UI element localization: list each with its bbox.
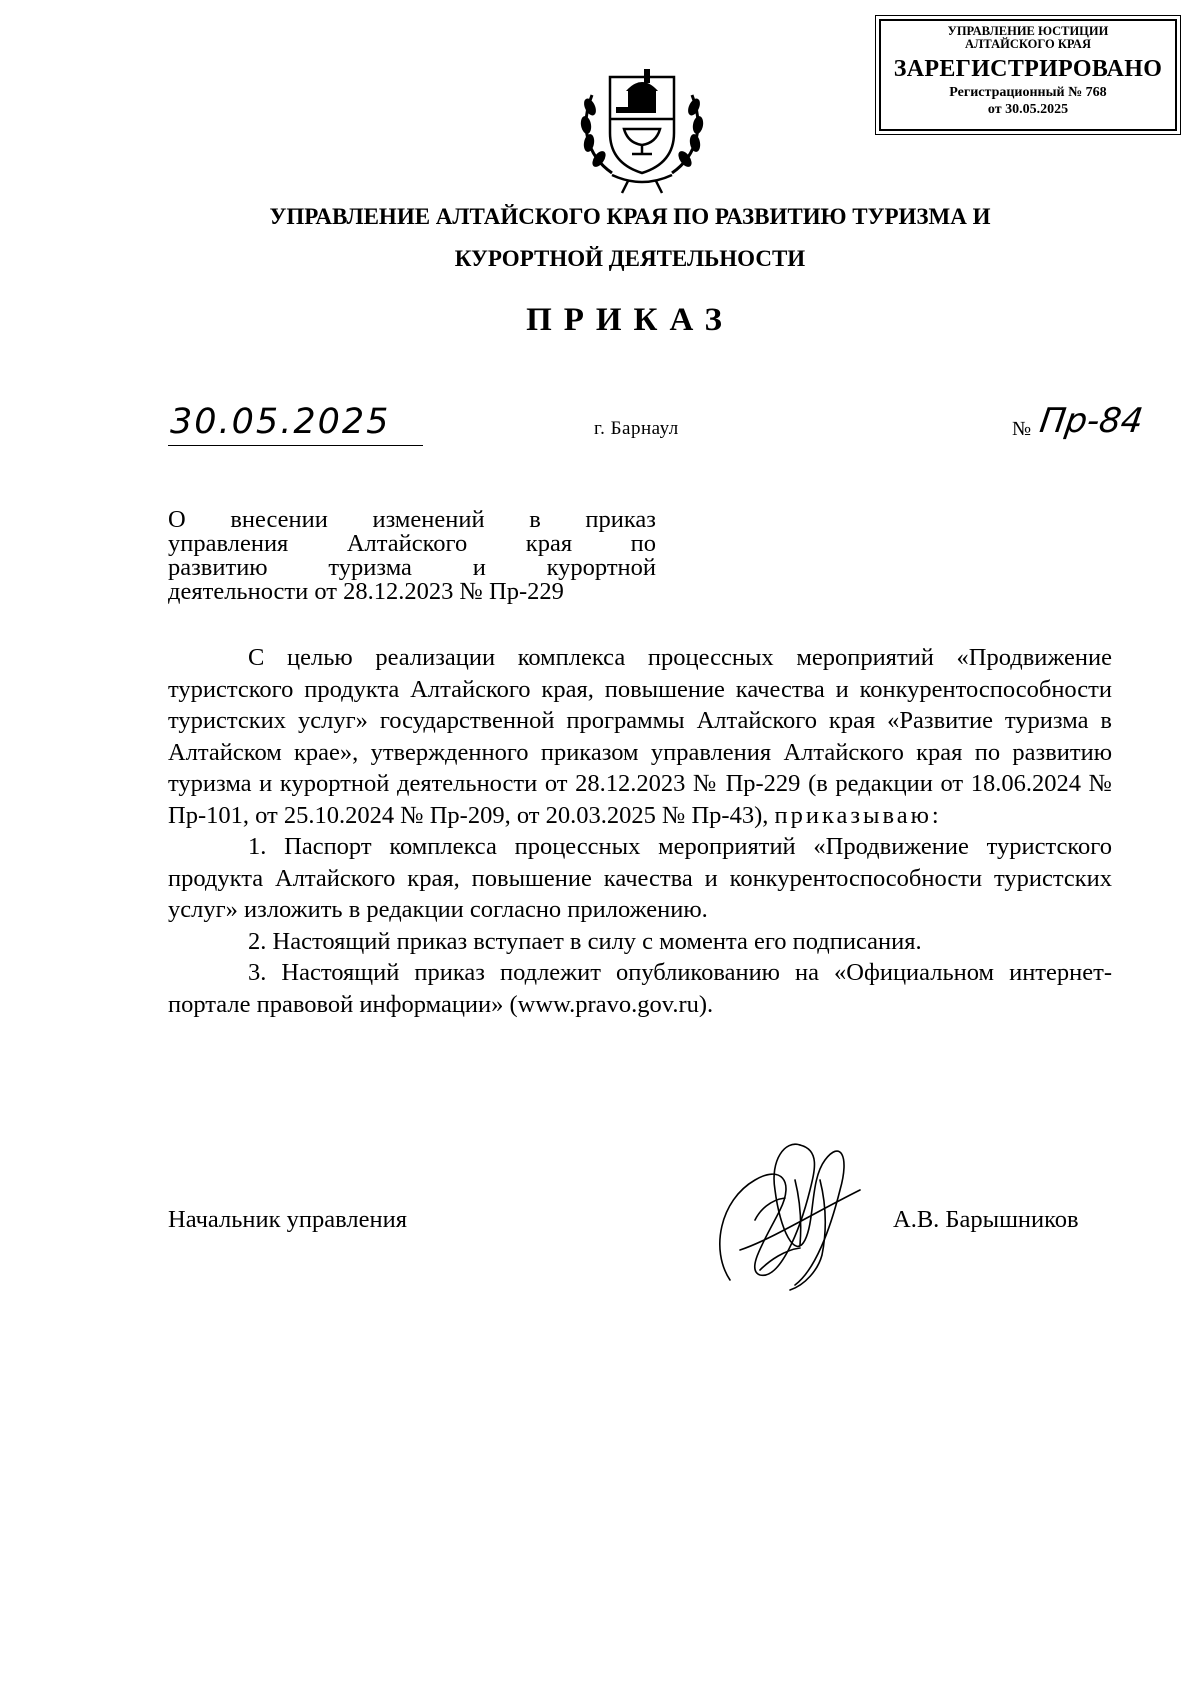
stamp-reg-number: Регистрационный № 768	[949, 85, 1107, 100]
document-number-sign: №	[1012, 418, 1032, 440]
altai-krai-coat-of-arms-icon	[572, 55, 712, 195]
document-body	[168, 642, 1112, 1020]
document-type-title: ПРИКАЗ	[526, 302, 734, 338]
subject-line2: управления Алтайского края по	[168, 530, 656, 557]
document-date-field	[168, 402, 423, 450]
stamp-reg-date: от 30.05.2025	[987, 102, 1069, 117]
document-city: г. Барнаул	[594, 418, 679, 439]
date-underline	[168, 445, 423, 446]
body-item-3: 3. Настоящий приказ подлежит опубликованию на «Официальном интернет-портале правовой информации» (www.pravo.gov.ru).	[168, 959, 1112, 1018]
body-preamble	[168, 642, 1112, 831]
body-item-1: 1. Паспорт комплекса процессных мероприятий «Продвижение туристского продукта Алтайского края, повышение качества и конкурентоспособности туристских услуг» изложить в редакции согласно приложению.	[168, 833, 1112, 923]
subject-line4: деятельности от 28.12.2023 № Пр-229	[168, 578, 564, 605]
preamble-text: С целью реализации комплекса процессных мероприятий «Продвижение туристского продукта Алтайского края, повышение качества и конкурентоспособности туристских услуг» государственной программы Алтайского края «Развитие туризма в Алтайском крае», утвержденного приказом управления Алтайского края по развитию туризма и курортной деятельности от 28.12.2023 № Пр-229 (в редакции от 18.06.2024 № Пр-101, от 25.10.2024 № Пр-209, от 20.03.2025 № Пр-43),	[168, 644, 1112, 829]
signatory-name: А.В. Барышников	[893, 1206, 1079, 1233]
handwritten-signature-icon	[700, 1120, 870, 1300]
document-date-handwritten: 30.05.2025	[170, 402, 391, 442]
organization-name-line2: КУРОРТНОЙ ДЕЯТЕЛЬНОСТИ	[454, 246, 806, 271]
preamble-verb: приказываю:	[774, 801, 942, 829]
subject-line1: О внесении изменений в приказ	[168, 506, 656, 533]
document-number-field	[1037, 395, 1150, 465]
signatory-position: Начальник управления	[168, 1206, 407, 1233]
document-number-handwritten: Пр-84	[1037, 401, 1146, 441]
body-item-2: 2. Настоящий приказ вступает в силу с момента его подписания.	[248, 927, 922, 955]
organization-name	[170, 196, 1090, 280]
document-subject	[168, 508, 656, 604]
stamp-agency-line2: АЛТАЙСКОГО КРАЯ	[965, 37, 1091, 51]
stamp-status: ЗАРЕГИСТРИРОВАНО	[893, 56, 1163, 82]
stamp-agency-line1: УПРАВЛЕНИЕ ЮСТИЦИИ	[947, 24, 1109, 38]
registration-stamp	[879, 19, 1177, 131]
subject-line3: развитию туризма и курортной	[168, 554, 656, 581]
organization-name-line1: УПРАВЛЕНИЕ АЛТАЙСКОГО КРАЯ ПО РАЗВИТИЮ ТУРИЗМА И	[269, 204, 991, 229]
